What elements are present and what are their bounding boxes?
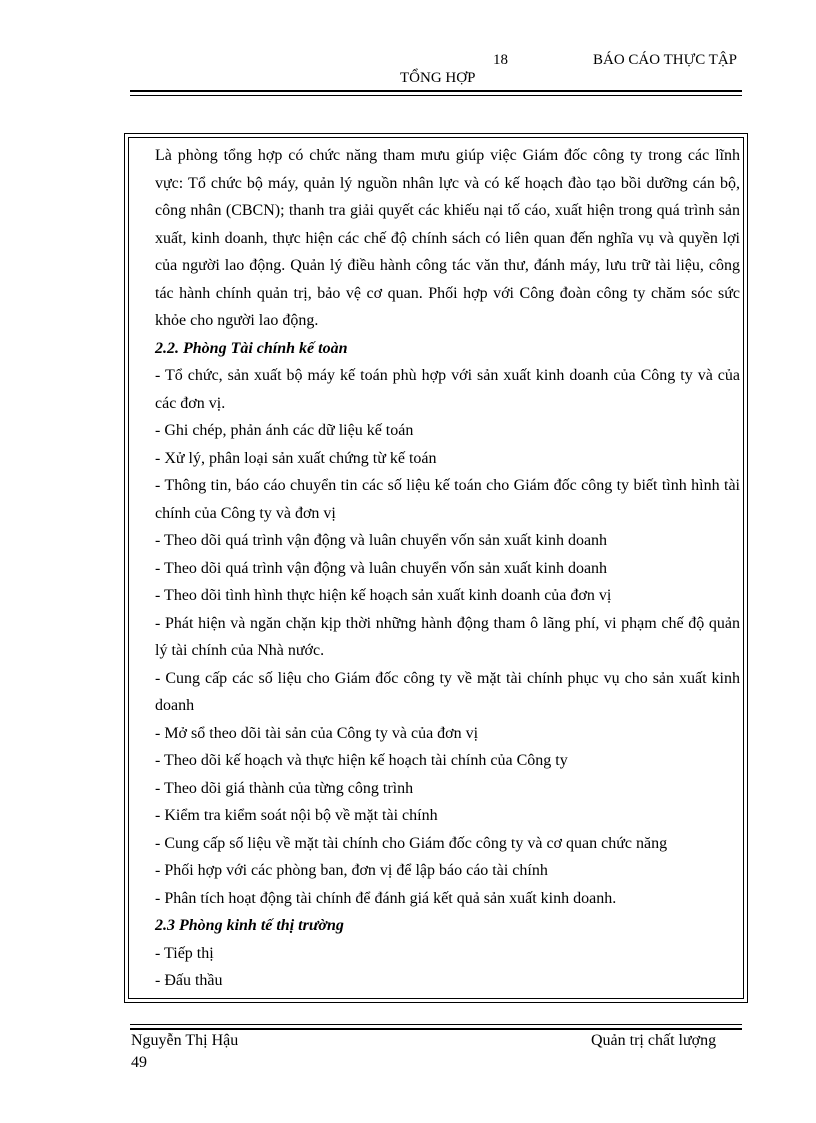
list-item: - Phát hiện và ngăn chặn kịp thời những hành động tham ô lãng phí, vi phạm chế độ quản lý tài chính của Nhà nước.: [155, 614, 740, 659]
footer-number: 49: [131, 1054, 147, 1071]
list-item: - Cung cấp các số liệu cho Giám đốc công ty về mặt tài chính phục vụ cho sản xuất kinh doanh: [155, 669, 740, 714]
footer-author: Nguyễn Thị Hậu: [131, 1032, 239, 1049]
list-item: - Mở sổ theo dõi tài sản của Công ty và của đơn vị: [155, 724, 479, 742]
list-item: - Kiểm tra kiểm soát nội bộ về mặt tài chính: [155, 807, 438, 824]
header-title-part1: BÁO CÁO THỰC TẬP: [593, 52, 738, 68]
list-item: - Tổ chức, sản xuất bộ máy kế toán phù hợp với sản xuất kinh doanh của Công ty và của các đơn vị.: [155, 367, 740, 412]
list-item: - Thông tin, báo cáo chuyển tin các số liệu kế toán cho Giám đốc công ty biết tình hình tài chính của Công ty và đơn vị: [155, 477, 740, 522]
footer-divider: [130, 1024, 742, 1030]
list-item: - Theo dõi kế hoạch và thực hiện kế hoạch tài chính của Công ty: [155, 752, 568, 769]
section-heading-2-2: 2.2. Phòng Tài chính kế toàn: [155, 339, 348, 357]
list-item: - Ghi chép, phản ánh các dữ liệu kế toán: [155, 422, 414, 439]
header-title-part2: TỔNG HỢP: [400, 70, 476, 86]
intro-paragraph: Là phòng tổng hợp có chức năng tham mưu giúp việc Giám đốc công ty trong các lĩnh vực: Tổ chức bộ máy, quản lý nguồn nhân lực và có kế hoạch đào tạo bồi dưỡng cán bộ, công nhân (CBCN); thanh tra giải quyết các khiếu nại tố cáo, xuất hiện trong quá trình sản xuất, kinh doanh, thực hiện các chế độ chính sách có liên quan đến nghĩa vụ và quyền lợi của người lao động. Quản lý điều hành công tác văn thư, đánh máy, lưu trữ tài liệu, công tác hành chính quản trị, bảo vệ cơ quan. Phối hợp với Công đoàn công ty chăm sóc sức khỏe cho người lao động.: [155, 147, 740, 329]
list-item: - Theo dõi giá thành của từng công trình: [155, 779, 414, 797]
list-item: - Theo dõi quá trình vận động và luân chuyển vốn sản xuất kinh doanh: [155, 559, 608, 577]
header-page-number: 18: [493, 52, 508, 68]
section-heading-2-3: 2.3 Phòng kinh tế thị trường: [155, 917, 344, 934]
list-item: - Phân tích hoạt động tài chính để đánh giá kết quả sản xuất kinh doanh.: [155, 889, 617, 907]
list-item: - Theo dõi quá trình vận động và luân chuyển vốn sản xuất kinh doanh: [155, 532, 608, 549]
document-body: [155, 142, 740, 995]
list-item: - Tiếp thị: [155, 944, 214, 962]
list-item: - Theo dõi tình hình thực hiện kế hoạch sản xuất kinh doanh của đơn vị: [155, 587, 612, 604]
list-item: - Đấu thầu: [155, 972, 223, 989]
footer-subject: Quản trị chất lượng: [591, 1032, 717, 1049]
header-divider: [130, 90, 742, 96]
list-item: - Xử lý, phân loại sản xuất chứng từ kế toán: [155, 449, 437, 467]
list-item: - Cung cấp số liệu về mặt tài chính cho Giám đốc công ty và cơ quan chức năng: [155, 834, 668, 852]
list-item: - Phối hợp với các phòng ban, đơn vị để lập báo cáo tài chính: [155, 862, 548, 879]
